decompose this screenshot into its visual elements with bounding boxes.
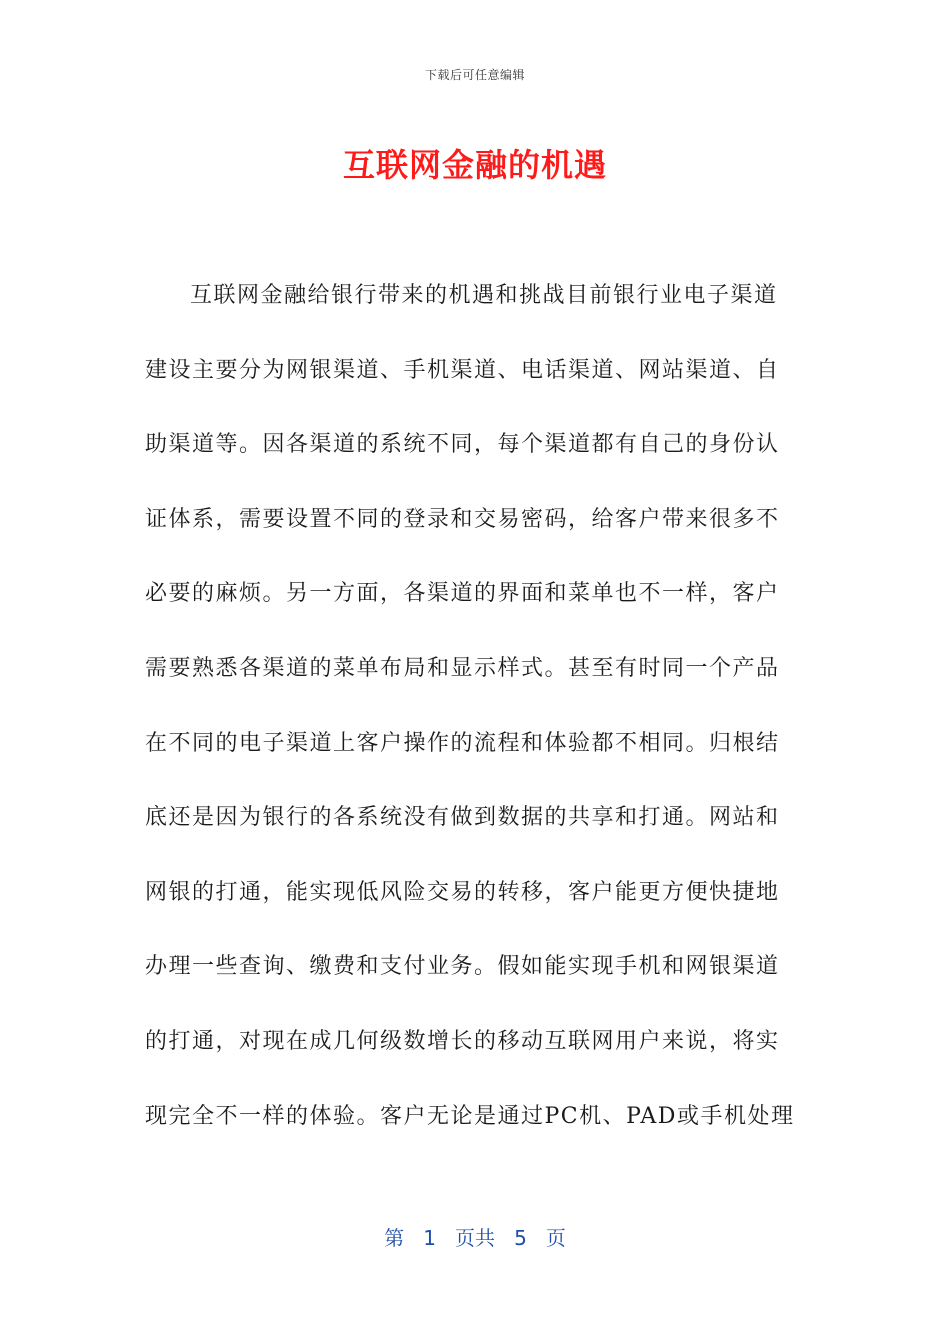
body-line-12: 现完全不一样的体验。客户无论是通过PC机、PAD或手机处理 [145, 1103, 795, 1129]
body-line-5: 必要的麻烦。另一方面，各渠道的界面和菜单也不一样，客户 [145, 581, 780, 607]
document-body [145, 270, 795, 1165]
body-line-8: 底还是因为银行的各系统没有做到数据的共享和打通。网站和 [145, 805, 780, 831]
body-line-2: 建设主要分为网银渠道、手机渠道、电话渠道、网站渠道、自 [145, 357, 780, 383]
body-line-1: 互联网金融给银行带来的机遇和挑战目前银行业电子渠道 [190, 283, 778, 308]
footer-suffix: 页 [545, 1226, 566, 1250]
document-title: 互联网金融的机遇 [342, 146, 607, 184]
body-line-4: 证体系，需要设置不同的登录和交易密码，给客户带来很多不 [145, 506, 780, 532]
body-line-7: 在不同的电子渠道上客户操作的流程和体验都不相同。归根结 [145, 730, 780, 756]
footer-page-prefix: 第 [384, 1226, 405, 1250]
body-line-10: 办理一些查询、缴费和支付业务。假如能实现手机和网银渠道 [145, 954, 780, 980]
footer-middle: 页共 [455, 1226, 495, 1250]
page-footer [0, 1222, 950, 1251]
body-line-9: 网银的打通，能实现低风险交易的转移，客户能更方便快捷地 [145, 879, 780, 905]
body-line-6: 需要熟悉各渠道的菜单布局和显示样式。甚至有时同一个产品 [145, 655, 780, 681]
body-line-11: 的打通，对现在成几何级数增长的移动互联网用户来说，将实 [145, 1028, 780, 1054]
body-line-3: 助渠道等。因各渠道的系统不同，每个渠道都有自己的身份认 [145, 432, 780, 458]
footer-current-page: 1 [423, 1226, 436, 1250]
footer-total-pages: 5 [514, 1226, 527, 1250]
page-header-note: 下载后可任意编辑 [424, 68, 525, 82]
